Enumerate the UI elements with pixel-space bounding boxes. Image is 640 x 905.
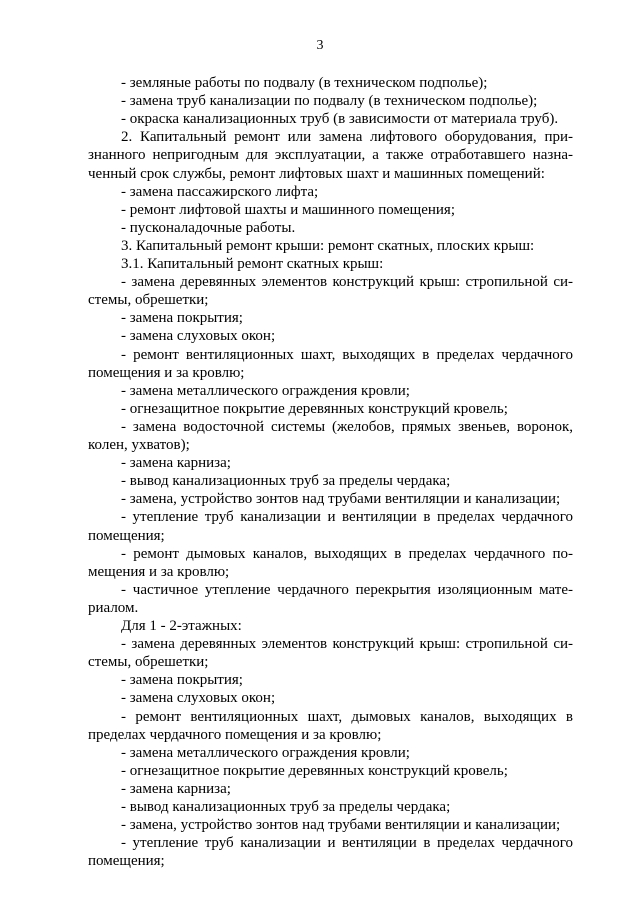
text-line: - земляные работы по подвалу (в техническом подполье); [121,75,488,91]
text-line: 2. Капитальный ремонт или замена лифтового оборудования, при- [121,129,573,145]
text-line: - ремонт вентиляционных шахт, дымовых каналов, выходящих в [121,709,573,725]
text-line: - замена покрытия; [121,310,243,326]
text-line: - замена труб канализации по подвалу (в техническом подполье); [121,93,538,109]
text-line: - замена слуховых окон; [121,690,276,706]
text-line: стемы, обрешетки; [88,654,209,670]
text-line: пределах чердачного помещения и за кровлю; [88,727,382,743]
text-line: - пусконаладочные работы. [121,220,296,236]
text-line: знанного непригодным для эксплуатации, а также отработавшего назна- [88,147,573,163]
text-line: - ремонт лифтовой шахты и машинного помещения; [121,202,455,218]
text-line: - ремонт вентиляционных шахт, выходящих в пределах чердачного [121,347,573,363]
text-line: ченный срок службы, ремонт лифтовых шахт и машинных помещений: [88,166,545,182]
text-line: - замена деревянных элементов конструкций крыш: стропильной си- [121,636,573,652]
text-line: - замена водосточной системы (желобов, прямых звеньев, воронок, [121,419,573,435]
text-line: - вывод канализационных труб за пределы чердака; [121,799,451,815]
text-line: - окраска канализационных труб (в зависимости от материала труб). [121,111,559,127]
text-line: колен, ухватов); [88,437,190,453]
text-line: - замена металлического ограждения кровли; [121,745,410,761]
text-line: - замена пассажирского лифта; [121,184,319,200]
text-line: 3. Капитальный ремонт крыши: ремонт скатных, плоских крыш: [121,238,535,254]
text-line: риалом. [88,600,139,616]
page-number: 3 [316,38,324,53]
text-line: помещения; [88,528,165,544]
text-line: помещения; [88,853,165,869]
text-line: - замена, устройство зонтов над трубами вентиляции и канализации; [121,491,561,507]
text-line: 3.1. Капитальный ремонт скатных крыш: [121,256,384,272]
text-line: - частичное утепление чердачного перекрытия изоляционным мате- [121,582,573,598]
text-line: - утепление труб канализации и вентиляции в пределах чердачного [121,835,573,851]
text-line: - замена металлического ограждения кровли; [121,383,410,399]
text-line: - утепление труб канализации и вентиляции в пределах чердачного [121,509,573,525]
text-line: мещения и за кровлю; [88,564,230,580]
text-line: Для 1 - 2-этажных: [121,618,242,634]
text-line: - огнезащитное покрытие деревянных конструкций кровель; [121,763,508,779]
text-line: - замена слуховых окон; [121,328,276,344]
document-body [0,74,640,874]
text-line: - вывод канализационных труб за пределы чердака; [121,473,451,489]
text-line: - замена деревянных элементов конструкций крыш: стропильной си- [121,274,573,290]
text-line: - замена карниза; [121,455,231,471]
text-line: - замена карниза; [121,781,231,797]
text-line: помещения и за кровлю; [88,365,245,381]
text-line: стемы, обрешетки; [88,292,209,308]
text-line: - огнезащитное покрытие деревянных конструкций кровель; [121,401,508,417]
text-line: - замена, устройство зонтов над трубами вентиляции и канализации; [121,817,561,833]
text-line: - замена покрытия; [121,672,243,688]
text-line: - ремонт дымовых каналов, выходящих в пределах чердачного по- [121,546,573,562]
